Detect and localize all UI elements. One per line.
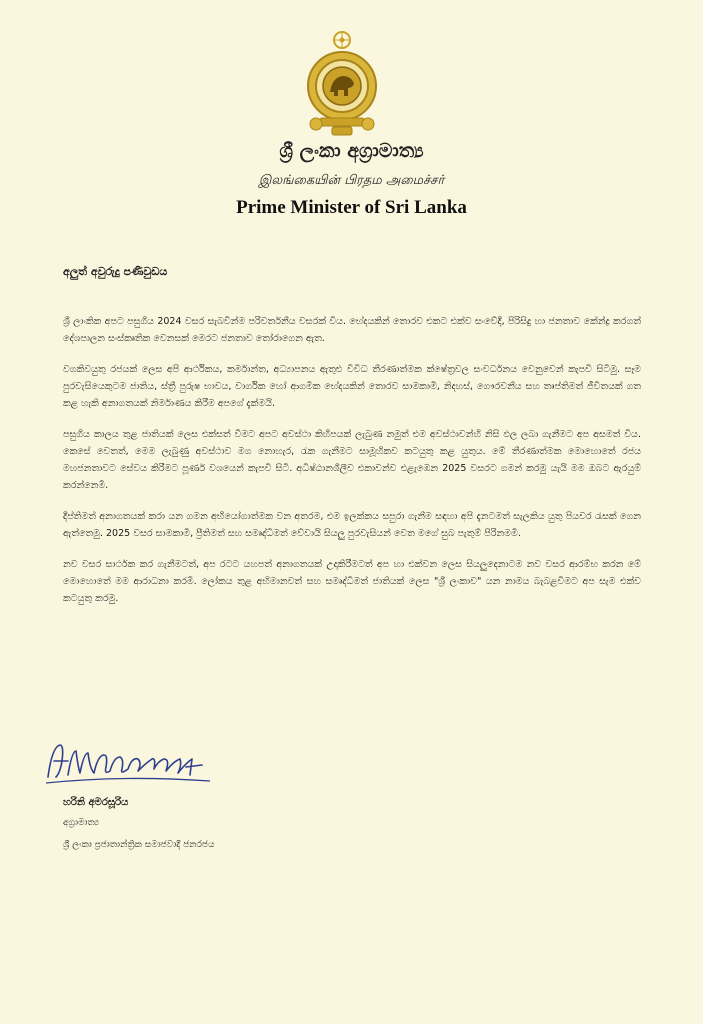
letter-paragraph: ශ්‍රී ලාංකික අපට පසුගිය 2024 වසර සැබවින්ම පරිවර්තනීය වසරක් විය. භේදයකින් තොරව එකට එක්ව සංවේදී, පිරිසිදු හා ජනතාව කේන්ද්‍ර කරගත් දේශපාලන සංස්කෘතික වෙනසක් මෙරට ජනතාව තෝරාගෙන ඇත. <box>63 316 641 344</box>
sri-lanka-emblem-icon <box>302 28 382 138</box>
signatory-title: අග්‍රාමාත්‍ය <box>63 818 100 828</box>
header-title-english: Prime Minister of Sri Lanka <box>236 197 467 218</box>
letter-paragraph: නව වසර සාර්ථක කර ගැනීමටත්, අප රටට යහපත් අනාගතයක් උදාකිරීමටත් අප හා එක්වන ලෙස සියලුදෙනාටම නව වසර ආරම්භ කරන මේ මොහොතේ මම ආරාධනා කරමි. ලෝකය තුළ අභිමානවත් සහ සමෘද්ධිමත් ජාතියක් ලෙස "ශ්‍රී ලංකාව" යන නාමය බැබළවීමට අප සැම එක්ව කටයුතු කරමු. <box>63 559 641 604</box>
signatory-name: හරිනි අමරසූරිය <box>63 797 129 808</box>
handwritten-signature <box>42 737 217 789</box>
signatory-country: ශ්‍රී ලංකා ප්‍රජාතාන්ත්‍රික සමාජවාදී ජනරජය <box>63 840 215 850</box>
letter-greeting: අලුත් අවුරුදු පණිවුඩය <box>63 265 168 278</box>
letter-body <box>63 313 641 621</box>
header-title-sinhala: ශ්‍රී ලංකා අග්‍රාමාත්‍ය <box>279 140 424 162</box>
letter-paragraph: දීප්තිමත් අනාගතයක් කරා යන ගමන අභියෝගාත්මක වන අතරම, එම ඉලක්කය සපුරා ගැනීම සඳහා අපි දැනටමත් සැලකිය යුතු පියවර රැසක් ගෙන ඇත්තෙමු. 2025 වසර සාමකාමී, ප්‍රීතිමත් සහ සමෘද්ධිමත් වේවායි සියලු පුරවැසියන් වෙත මගේ සුබ පැතුම් පිරිනමමි. <box>63 511 641 539</box>
letter-paragraph: වගකිවයුතු රජයක් ලෙස අපි ආර්ථිකය, කර්මාන්ත, අධ්‍යාපනය ඇතුළු විවිධ තීරණාත්මක ක්ෂේත්‍රවල සංවර්ධනය වෙනුවෙන් කැපවී සිටිමු. සෑම පුරවැසියෙකුටම ජාතිය, ස්ත්‍රී පුරුෂ භාවය, වාර්ගික හෝ ආගමික භේදයකින් තොරව සාමකාමී, නිදහස්, ගෞරවනීය සහ තෘප්තිමත් ජීවිතයක් ගත කළ හැකි අනාගතයක් නිර්මාණය කිරීම අපගේ දැක්මයි. <box>63 364 641 409</box>
header-title-tamil: இலங்கையின் பிரதம அமைச்சர் <box>258 173 445 188</box>
letter-paragraph: පසුගිය කාලය තුළ ජාතියක් ලෙස එක්සත් වීමට අපට අවස්ථා කිහිපයක් ලැබුණ නමුත් එම අවස්ථාවන්හි නිසි ඵල ලබා ගැනීමට අප අසමත් විය. කෙසේ වෙතත්, මෙම ලැබුණු අවස්ථාව මග නොහැර, රැක ගැනීමට සාමූහිකව කටයුතු කළ යුතුය. මේ තීරණාත්මක මොහොතේ රජය මහජනතාවට සේවය කිරීමට පූර්ණ වශයෙන් කැපවී සිටී. අධිෂ්ඨානශීලීව එකාවන්ව එළැඹෙන 2025 වසරට ගමන් කරමු යැයි මම ඔබට ඇරයුම් කරන්නෙමි. <box>63 429 641 491</box>
